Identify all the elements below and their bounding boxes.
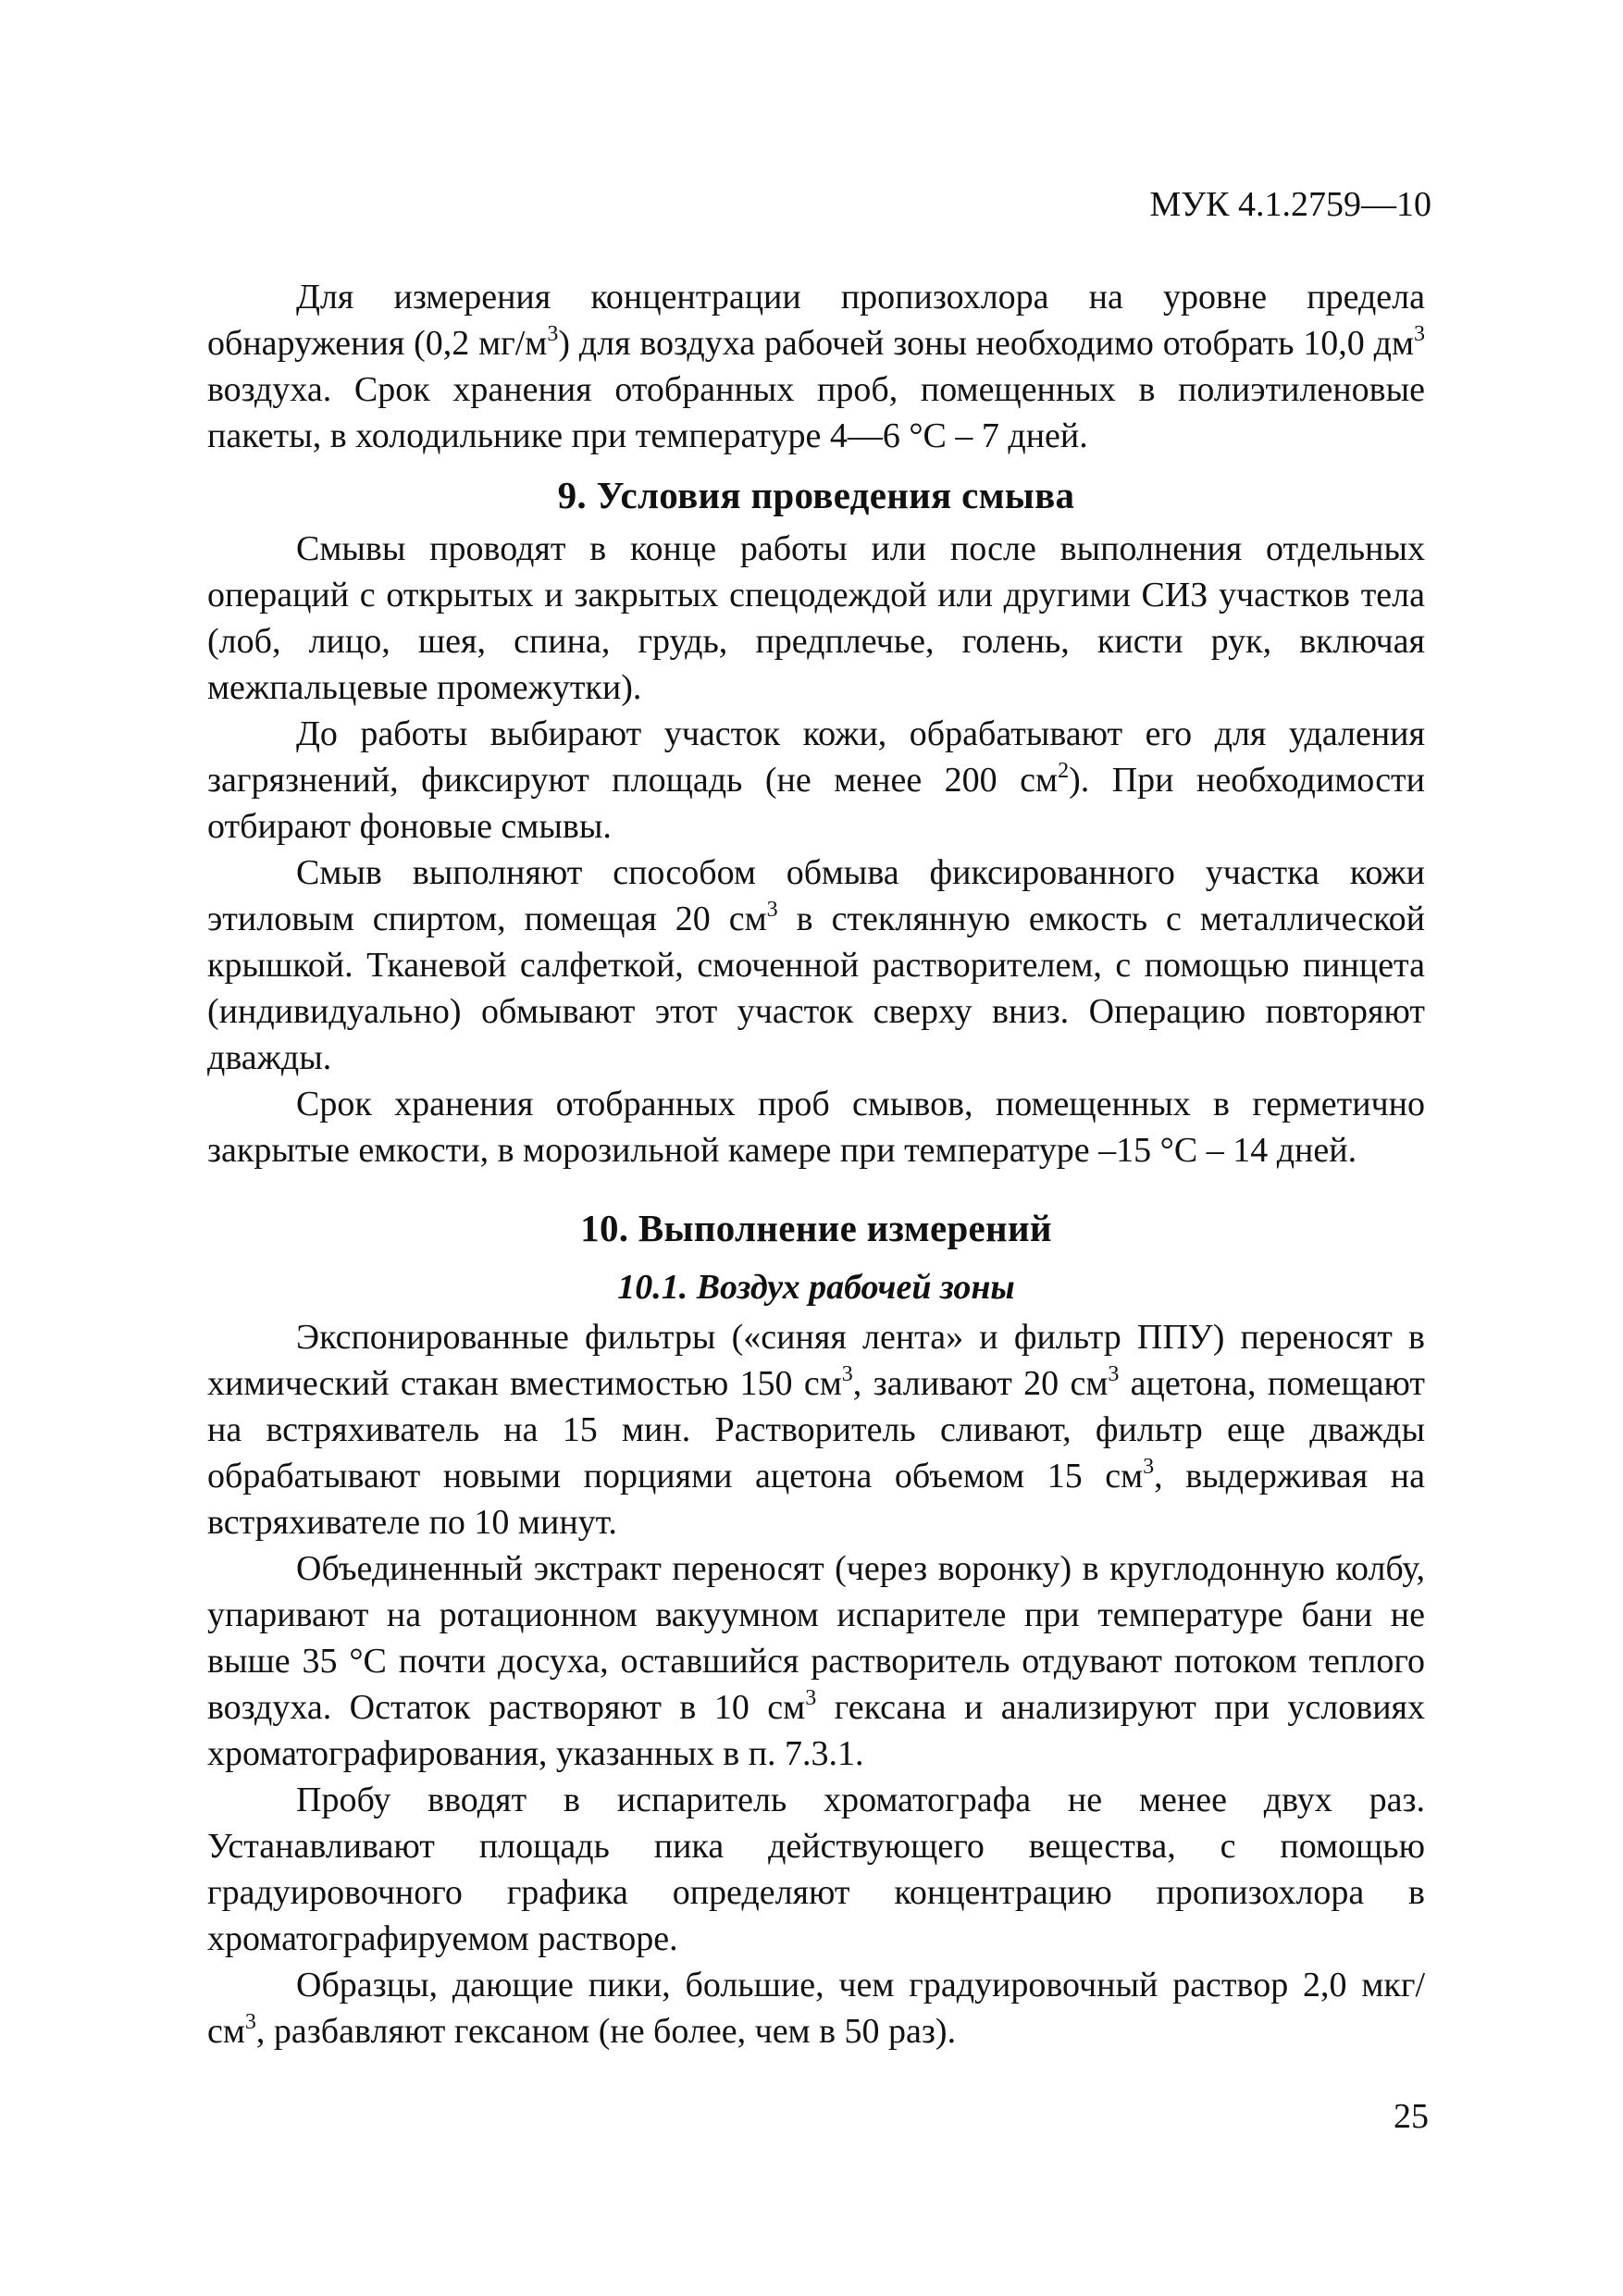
page-content	[207, 274, 1425, 2054]
section-10-title: 10. Выполнение измерений	[580, 1207, 1052, 1249]
section-9-paragraph-2: До работы выбирают участок кожи, обрабатывают его для удаления загрязнений, фиксируют площадь (не менее 200 $см^2$). При необходимости отбирают фоновые смывы.	[207, 714, 1425, 846]
section-10-paragraph-3: Пробу вводят в испаритель хроматографа не менее двух раз. Устанавливают площадь пика действующего вещества, с помощью градуировочного графика определяют концентрацию пропизохлора в хроматографируемом растворе.	[207, 1781, 1425, 1958]
page-number: 25	[1394, 2097, 1429, 2136]
section-9-title: 9. Условия проведения смыва	[557, 474, 1075, 516]
section-10-paragraph-2: Объединенный экстракт переносят (через воронку) в круглодонную колбу, упаривают на ротационном вакуумном испарителе при температуре бани не выше 35 °С почти досуха, оставшийся растворитель отдувают потоком теплого воздуха. Остаток растворяют в 10 $см^3$ гексана и анализируют при условиях хроматографирования, указанных в п. 7.3.1.	[207, 1549, 1426, 1773]
section-10-paragraph-1: Экспонированные фильтры («синяя лента» и фильтр ППУ) переносят в химический стакан вместимостью 150 $см^3$, заливают 20 $см^3$ ацетона, помещают на встряхиватель на 15 мин. Растворитель сливают, фильтр еще дважды обрабатывают новыми порциями ацетона объемом 15 $см^3$, выдерживая на встряхивателе по 10 минут.	[207, 1318, 1425, 1542]
section-10-paragraph-4: Образцы, дающие пики, большие, чем градуировочный раствор 2,0 мкг/$см^3$, разбавляют гексаном (не более, чем в 50 раз).	[207, 1966, 1425, 2051]
section-9-paragraph-3: Смыв выполняют способом обмыва фиксированного участка кожи этиловым спиртом, помещая 20 $см^3$ в стеклянную емкость с металлической крышкой. Тканевой салфеткой, смоченной растворителем, с помощью пинцета (индивидуально) обмывают этот участок сверху вниз. Операцию повторяют дважды.	[207, 853, 1425, 1077]
section-9-paragraph-1: Смывы проводят в конце работы или после выполнения отдельных операций с открытых и закрытых спецодеждой или другими СИЗ участков тела (лоб, лицо, шея, спина, грудь, предплечье, голень, кисти рук, включая межпальцевые промежутки).	[207, 529, 1425, 707]
document-code-header: МУК 4.1.2759—10	[1149, 185, 1431, 224]
section-9-paragraph-4: Срок хранения отобранных проб смывов, помещенных в герметично закрытые емкости, в морозильной камере при температуре –15 °С – 14 дней.	[207, 1085, 1425, 1170]
subsection-10-1-title: 10.1. Воздух рабочей зоны	[617, 1268, 1015, 1307]
intro-paragraph: Для измерения концентрации пропизохлора на уровне предела обнаружения (0,2 $мг/м^3$) для воздуха рабочей зоны необходимо отобрать 10,0 $дм^3$ воздуха. Срок хранения отобранных проб, помещенных в полиэтиленовые пакеты, в холодильнике при температуре 4—6 °С – 7 дней.	[207, 278, 1425, 455]
